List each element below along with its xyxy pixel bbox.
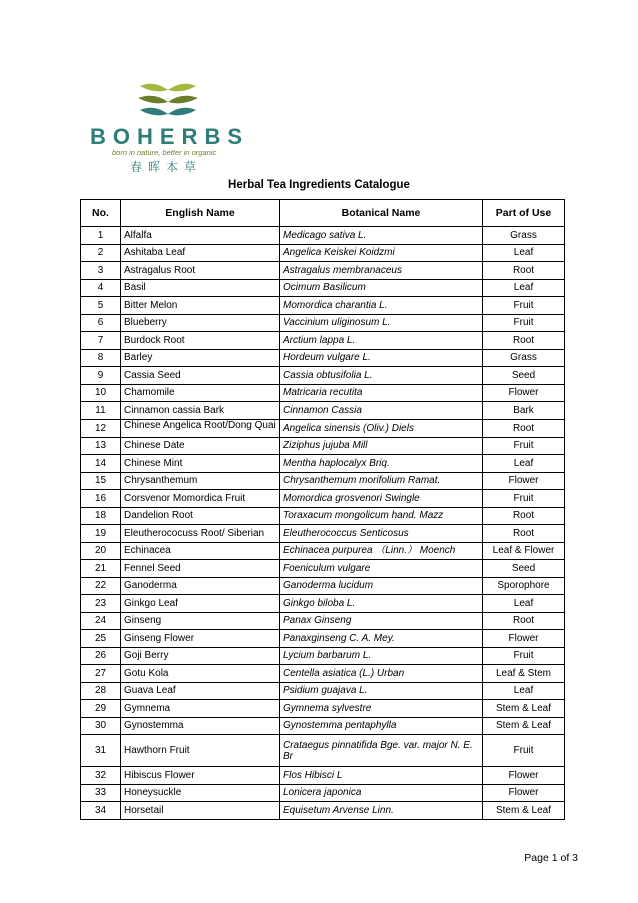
cell-part-of-use: Fruit [483,647,565,665]
cell-part-of-use: Grass [483,349,565,367]
cell-part-of-use: Flower [483,630,565,648]
table-row [81,577,565,595]
cell-no: 24 [81,612,121,630]
cell-no: 15 [81,472,121,490]
cell-botanical-name: Momordica charantia L. [280,297,483,315]
cell-part-of-use: Root [483,525,565,543]
cell-botanical-name: Hordeum vulgare L. [280,349,483,367]
cell-part-of-use: Stem & Leaf [483,802,565,820]
cell-botanical-name: Psidium guajava L. [280,682,483,700]
cell-part-of-use: Flower [483,784,565,802]
cell-no: 18 [81,507,121,525]
cell-part-of-use: Fruit [483,297,565,315]
cell-botanical-name: Eleutherococcus Senticosus [280,525,483,543]
cell-english-name: Ashitaba Leaf [121,244,280,262]
cell-no: 9 [81,367,121,385]
cell-english-name: Hibiscus Flower [121,767,280,785]
cell-english-name: Horsetail [121,802,280,820]
cell-part-of-use: Grass [483,227,565,245]
table-row [81,507,565,525]
cell-english-name: Ginseng [121,612,280,630]
cell-part-of-use: Root [483,507,565,525]
table-body [81,227,565,820]
cell-english-name: Chinese Mint [121,455,280,473]
column-header-botanical-name: Botanical Name [280,200,483,227]
cell-botanical-name: Chrysanthemum morifolium Ramat. [280,472,483,490]
cell-english-name: Blueberry [121,314,280,332]
cell-part-of-use: Fruit [483,314,565,332]
cell-no: 6 [81,314,121,332]
table-row [81,227,565,245]
cell-english-name: Alfalfa [121,227,280,245]
cell-no: 2 [81,244,121,262]
cell-english-name: Honeysuckle [121,784,280,802]
cell-part-of-use: Seed [483,367,565,385]
cell-english-name: Eleutherococuss Root/ Siberian [121,525,280,543]
cell-english-name: Ginseng Flower [121,630,280,648]
brand-name: BOHERBS [90,124,250,149]
cell-part-of-use: Flower [483,767,565,785]
cell-no: 3 [81,262,121,280]
cell-english-name: Basil [121,279,280,297]
brand-tagline: born in nature, better in organic [112,148,217,157]
cell-no: 13 [81,437,121,455]
cell-botanical-name: Arctium lappa L. [280,332,483,350]
page-number: Page 1 of 3 [524,852,578,864]
cell-part-of-use: Leaf & Stem [483,665,565,683]
table-row [81,314,565,332]
cell-no: 28 [81,682,121,700]
cell-part-of-use: Bark [483,402,565,420]
cell-part-of-use: Leaf [483,455,565,473]
cell-english-name: Ganoderma [121,577,280,595]
cell-no: 14 [81,455,121,473]
cell-botanical-name: Flos Hibisci L [280,767,483,785]
cell-english-name: Dandelion Root [121,507,280,525]
cell-english-name: Gymnema [121,700,280,718]
table-row [81,472,565,490]
cell-english-name: Chamomile [121,384,280,402]
brand-chinese-name: 春晖本草 [130,160,203,174]
cell-no: 12 [81,419,121,437]
cell-botanical-name: Ziziphus jujuba Mill [280,437,483,455]
cell-part-of-use: Fruit [483,735,565,767]
table-row [81,349,565,367]
cell-no: 11 [81,402,121,420]
cell-english-name: Guava Leaf [121,682,280,700]
cell-no: 16 [81,490,121,508]
cell-botanical-name: Panax Ginseng [280,612,483,630]
cell-part-of-use: Root [483,332,565,350]
cell-botanical-name: Centella asiatica (L.) Urban [280,665,483,683]
cell-botanical-name: Crataegus pinnatifida Bge. var. major N. E. Br [280,735,483,767]
cell-no: 26 [81,647,121,665]
table-row [81,297,565,315]
cell-english-name [121,419,280,437]
cell-no: 34 [81,802,121,820]
table-row [81,367,565,385]
table-row [81,735,565,767]
table-row [81,682,565,700]
cell-no: 27 [81,665,121,683]
table-header-row [81,200,565,227]
column-header-no: No. [81,200,121,227]
cell-botanical-name: Panaxginseng C. A. Mey. [280,630,483,648]
cell-no: 30 [81,717,121,735]
catalogue-title: Herbal Tea Ingredients Catalogue [228,179,410,191]
cell-english-name: Corsvenor Momordica Fruit [121,490,280,508]
cell-no: 7 [81,332,121,350]
cell-english-name: Gotu Kola [121,665,280,683]
cell-part-of-use: Root [483,612,565,630]
table-row [81,717,565,735]
cell-part-of-use: Leaf [483,682,565,700]
cell-part-of-use: Stem & Leaf [483,700,565,718]
column-header-part-of-use: Part of Use [483,200,565,227]
cell-botanical-name: Angelica Keiskei Koidzmi [280,244,483,262]
cell-english-name: Cinnamon cassia Bark [121,402,280,420]
cell-botanical-name: Ocimum Basilicum [280,279,483,297]
cell-botanical-name: Ginkgo biloba L. [280,595,483,613]
cell-botanical-name: Vaccinium uliginosum L. [280,314,483,332]
cell-botanical-name: Angelica sinensis (Oliv.) Diels [280,419,483,437]
cell-botanical-name: Cassia obtusifolia L. [280,367,483,385]
table-row [81,595,565,613]
cell-english-name: Burdock Root [121,332,280,350]
table-row [81,784,565,802]
cell-english-name: Goji Berry [121,647,280,665]
table-row [81,560,565,578]
cell-english-name: Gynostemma [121,717,280,735]
cell-no: 19 [81,525,121,543]
table-row [81,384,565,402]
table-row [81,332,565,350]
cell-part-of-use: Fruit [483,490,565,508]
cell-english-name: Bitter Melon [121,297,280,315]
cell-no: 21 [81,560,121,578]
cell-part-of-use: Flower [483,384,565,402]
cell-botanical-name: Ganoderma lucidum [280,577,483,595]
cell-english-name-text: Chinese Angelica Root/Dong Quai [124,419,276,431]
cell-botanical-name: Gymnema sylvestre [280,700,483,718]
table-row [81,490,565,508]
cell-no: 1 [81,227,121,245]
cell-botanical-name: Equisetum Arvense Linn. [280,802,483,820]
cell-english-name: Ginkgo Leaf [121,595,280,613]
cell-no: 4 [81,279,121,297]
cell-part-of-use: Root [483,262,565,280]
cell-english-name: Barley [121,349,280,367]
cell-part-of-use: Leaf [483,279,565,297]
cell-botanical-name: Lycium barbarum L. [280,647,483,665]
cell-botanical-name: Mentha haplocalyx Briq. [280,455,483,473]
cell-botanical-name: Lonicera japonica [280,784,483,802]
cell-no: 23 [81,595,121,613]
column-header-english-name: English Name [121,200,280,227]
table-row [81,665,565,683]
table-row [81,455,565,473]
cell-botanical-name: Cinnamon Cassia [280,402,483,420]
cell-part-of-use: Flower [483,472,565,490]
cell-botanical-name: Astragalus membranaceus [280,262,483,280]
cell-part-of-use: Fruit [483,437,565,455]
cell-botanical-name: Foeniculum vulgare [280,560,483,578]
cell-part-of-use: Leaf & Flower [483,542,565,560]
cell-botanical-name: Medicago sativa L. [280,227,483,245]
cell-part-of-use: Seed [483,560,565,578]
table-row [81,244,565,262]
cell-part-of-use: Leaf [483,595,565,613]
table-row [81,802,565,820]
table-row [81,262,565,280]
cell-english-name: Astragalus Root [121,262,280,280]
cell-no: 32 [81,767,121,785]
ingredients-table [80,199,565,820]
table-row [81,279,565,297]
table-row [81,419,565,437]
cell-english-name: Chinese Date [121,437,280,455]
cell-no: 10 [81,384,121,402]
cell-part-of-use: Stem & Leaf [483,717,565,735]
cell-english-name: Echinacea [121,542,280,560]
cell-no: 22 [81,577,121,595]
table-row [81,542,565,560]
cell-no: 31 [81,735,121,767]
cell-botanical-name: Gynostemma pentaphylla [280,717,483,735]
table-row [81,767,565,785]
cell-part-of-use: Leaf [483,244,565,262]
table-row [81,402,565,420]
cell-botanical-name: Echinacea purpurea （Linn.） Moench [280,542,483,560]
cell-no: 20 [81,542,121,560]
boherbs-logo [90,78,250,178]
cell-no: 25 [81,630,121,648]
leaf-logo-icon [138,80,198,124]
cell-botanical-name: Matricaria recutita [280,384,483,402]
table-row [81,437,565,455]
table-row [81,647,565,665]
table-row [81,612,565,630]
table-row [81,525,565,543]
cell-part-of-use: Sporophore [483,577,565,595]
cell-english-name: Chrysanthemum [121,472,280,490]
cell-english-name: Fennel Seed [121,560,280,578]
cell-no: 5 [81,297,121,315]
cell-botanical-name: Momordica grosvenori Swingle [280,490,483,508]
table-row [81,630,565,648]
cell-english-name: Cassia Seed [121,367,280,385]
cell-no: 29 [81,700,121,718]
cell-no: 8 [81,349,121,367]
cell-botanical-name: Toraxacum mongolicum hand. Mazz [280,507,483,525]
cell-no: 33 [81,784,121,802]
cell-part-of-use: Root [483,419,565,437]
table-row [81,700,565,718]
cell-english-name: Hawthorn Fruit [121,735,280,767]
